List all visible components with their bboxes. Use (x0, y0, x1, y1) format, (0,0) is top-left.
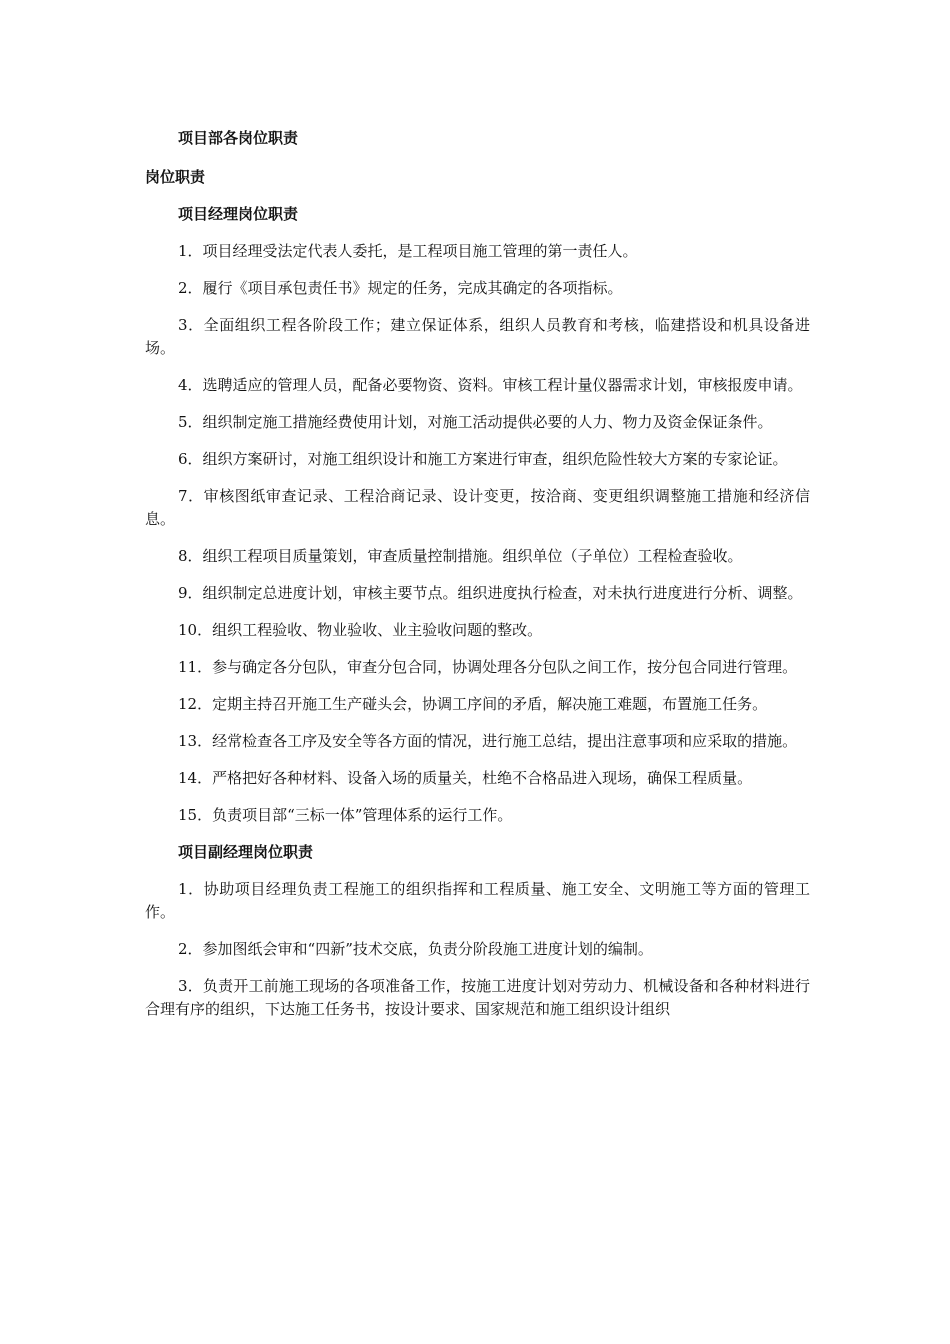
pm-duty-4: 4．选聘适应的管理人员，配备必要物资、资料。审核工程计量仪器需求计划，审核报废申请。 (178, 376, 803, 394)
pm-duty-2: 2．履行《项目承包责任书》规定的任务，完成其确定的各项指标。 (178, 279, 623, 297)
pm-duty-7: 7．审核图纸审查记录、工程洽商记录、设计变更，按洽商、变更组织调整施工措施和经济信息。 (145, 487, 810, 528)
document-body (145, 127, 810, 1021)
document-title: 项目部各岗位职责 (178, 129, 299, 147)
pm-heading: 项目经理岗位职责 (178, 205, 299, 223)
pm-duty-11: 11．参与确定各分包队，审查分包合同，协调处理各分包队之间工作，按分包合同进行管理。 (178, 658, 798, 676)
pm-duty-12: 12．定期主持召开施工生产碰头会，协调工序间的矛盾，解决施工难题，布置施工任务。 (178, 695, 768, 713)
pm-duty-14: 14．严格把好各种材料、设备入场的质量关，杜绝不合格品进入现场，确保工程质量。 (178, 769, 753, 787)
dpm-duty-1: 1．协助项目经理负责工程施工的组织指挥和工程质量、施工安全、文明施工等方面的管理工作。 (145, 880, 810, 921)
pm-duty-15: 15．负责项目部“三标一体”管理体系的运行工作。 (178, 806, 513, 824)
pm-duty-6: 6．组织方案研讨，对施工组织设计和施工方案进行审查，组织危险性较大方案的专家论证。 (178, 450, 788, 468)
dpm-heading: 项目副经理岗位职责 (178, 843, 314, 861)
dpm-duty-2: 2．参加图纸会审和“四新”技术交底，负责分阶段施工进度计划的编制。 (178, 940, 653, 958)
dpm-duty-3: 3．负责开工前施工现场的各项准备工作，按施工进度计划对劳动力、机械设备和各种材料进行合理有序的组织，下达施工任务书，按设计要求、国家规范和施工组织设计组织 (145, 977, 810, 1018)
pm-duty-3: 3．全面组织工程各阶段工作；建立保证体系，组织人员教育和考核，临建搭设和机具设备进场。 (145, 316, 810, 357)
pm-duty-10: 10．组织工程验收、物业验收、业主验收问题的整改。 (178, 621, 543, 639)
pm-duty-8: 8．组织工程项目质量策划，审查质量控制措施。组织单位（子单位）工程检查验收。 (178, 547, 743, 565)
section-heading: 岗位职责 (145, 168, 206, 186)
pm-duty-5: 5．组织制定施工措施经费使用计划，对施工活动提供必要的人力、物力及资金保证条件。 (178, 413, 773, 431)
pm-duty-13: 13．经常检查各工序及安全等各方面的情况，进行施工总结，提出注意事项和应采取的措施。 (178, 732, 798, 750)
pm-duty-1: 1．项目经理受法定代表人委托，是工程项目施工管理的第一责任人。 (178, 242, 638, 260)
pm-duty-9: 9．组织制定总进度计划，审核主要节点。组织进度执行检查，对未执行进度进行分析、调整。 (178, 584, 803, 602)
